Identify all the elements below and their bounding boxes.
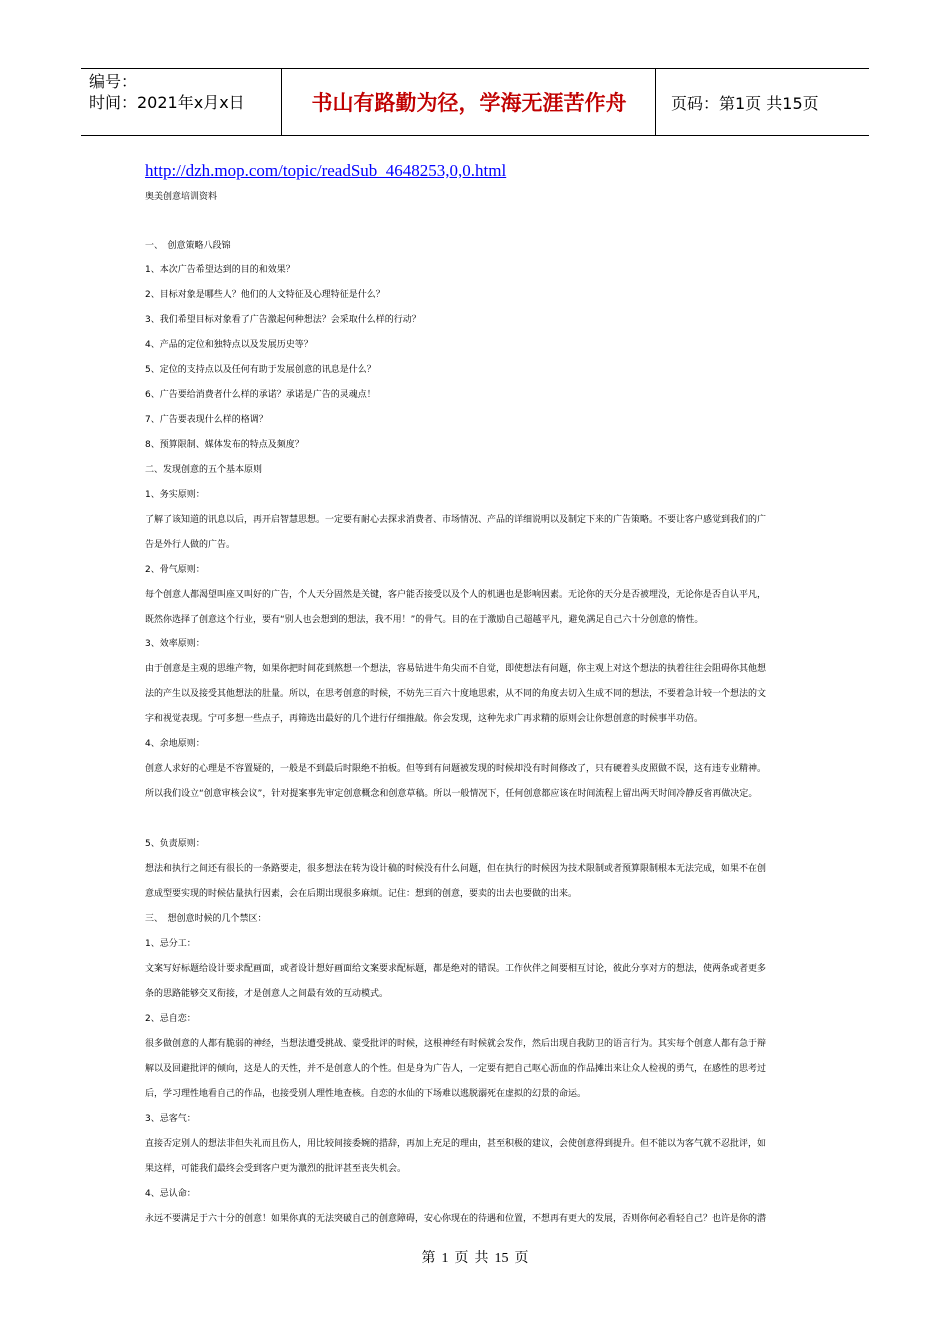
- paragraph-line: 由于创意是主观的思维产物，如果你把时间花到熬想一个想法，容易钻进牛角尖而不自觉，即使想法有问题，你主观上对这个想法的执着往往会阻碍你其他想: [145, 664, 767, 674]
- number-label: 编号：: [89, 72, 138, 91]
- footer-di: 第: [421, 1251, 436, 1266]
- paragraph-line: 1、务实原则：: [145, 490, 205, 500]
- document-subtitle: 奥美创意培训资料: [145, 192, 218, 202]
- paragraph-line: 想法和执行之间还有很长的一条路要走，很多想法在转为设计稿的时候没有什么问题，但在执行的时候因为技术限制或者预算限制根本无法完成，如果不在创: [145, 864, 767, 874]
- paragraph-line: 三、 想创意时候的几个禁区：: [145, 914, 267, 924]
- paragraph-line: 5、负责原则：: [145, 839, 205, 849]
- footer-ye: 页: [514, 1251, 529, 1266]
- paragraph-line: 字和视觉表现。宁可多想一些点子，再筛选出最好的几个进行仔细推敲。你会发现，这种先求广再求精的原则会让你想创意的时候事半功倍。: [145, 714, 704, 724]
- paragraph-line: 既然你选择了创意这个行业，要有“别人也会想到的想法，我不用！”的骨气。目的在于激励自己超越平凡，避免满足自己六十分创意的惰性。: [145, 615, 704, 625]
- paragraph-line: 直接否定别人的想法非但失礼而且伤人，用比较间接委婉的措辞，再加上充足的理由，甚至积极的建议，会使创意得到提升。但不能以为客气就不忍批评，如: [145, 1139, 767, 1149]
- paragraph-line: 条的思路能够交叉衔接，才是创意人之间最有效的互动模式。: [145, 989, 389, 999]
- paragraph-line: 很多做创意的人都有脆弱的神经，当想法遭受挑战、蒙受批评的时候，这根神经有时候就会发作，然后出现自我防卫的语言行为。其实每个创意人都有急于辩: [145, 1039, 767, 1049]
- page-code-text: 页码：第1页 共15页: [671, 93, 819, 113]
- header-motto: 书山有路勤为径，学海无涯苦作舟: [311, 91, 627, 115]
- header-divider: [655, 69, 656, 135]
- paragraph-line: 3、效率原则：: [145, 639, 205, 649]
- paragraph-line: 4、忌认命：: [145, 1189, 196, 1199]
- footer-ye: 页: [454, 1251, 469, 1266]
- footer-gong: 共: [474, 1251, 489, 1266]
- paragraph-line: 3、我们希望目标对象看了广告激起何种想法？会采取什么样的行动？: [145, 315, 421, 325]
- paragraph-line: 意成型要实现的时候估量执行因素，会在后期出现很多麻烦。记住：想到的创意，要卖的出去也要做的出来。: [145, 889, 578, 899]
- paragraph-line: 2、忌自恋：: [145, 1014, 196, 1024]
- time-label: 时间：2021年x月x日: [89, 93, 245, 112]
- paragraph-line: 一、 创意策略八段锦: [145, 241, 231, 251]
- document-body: [145, 160, 810, 1224]
- paragraph-line: 文案写好标题给设计要求配画面，或者设计想好画面给文案要求配标题，都是绝对的错误。工作伙伴之间要相互讨论，彼此分享对方的想法，使两条或者更多: [145, 964, 767, 974]
- paragraph-line: 4、余地原则：: [145, 739, 205, 749]
- paragraph-line: 永远不要满足于六十分的创意！如果你真的无法突破自己的创意障碍，安心你现在的待遇和位置，不想再有更大的发展，否则你何必看轻自己？也许是你的潜: [145, 1214, 767, 1224]
- paragraph-line: 4、产品的定位和独特点以及发展历史等？: [145, 340, 313, 350]
- page-footer: [0, 1247, 950, 1267]
- footer-page-number: 1: [441, 1251, 449, 1266]
- paragraph-line: 7、广告要表现什么样的格调？: [145, 415, 268, 425]
- paragraph-line: 6、广告要给消费者什么样的承诺？承诺是广告的灵魂点！: [145, 390, 376, 400]
- header-page-code: [665, 69, 869, 135]
- header-left-cell: [89, 71, 279, 113]
- paragraph-line: 告是外行人做的广告。: [145, 540, 236, 550]
- paragraph-line: 8、预算限制、媒体发布的特点及频度？: [145, 440, 304, 450]
- source-link[interactable]: http://dzh.mop.com/topic/readSub_4648253,0,0.html: [145, 161, 507, 180]
- paragraph-line: 1、本次广告希望达到的目的和效果？: [145, 265, 295, 275]
- paragraph-line: 二、发现创意的五个基本原则: [145, 465, 263, 475]
- paragraph-line: 5、定位的支持点以及任何有助于发展创意的讯息是什么？: [145, 365, 376, 375]
- paragraph-line: 法的产生以及接受其他想法的肚量。所以，在思考创意的时候，不妨先三百六十度地思索，从不同的角度去切入生成不同的想法，不要着急计较一个想法的文: [145, 689, 767, 699]
- paragraph-line: 果这样，可能我们最终会受到客户更为激烈的批评甚至丧失机会。: [145, 1164, 407, 1174]
- paragraph-line: 2、目标对象是哪些人？他们的人文特征及心理特征是什么？: [145, 290, 385, 300]
- paragraph-line: 每个创意人都渴望叫座又叫好的广告，个人天分固然是关键，客户能否接受以及个人的机遇也是影响因素。无论你的天分是否被埋没，无论你是否自认平凡，: [145, 590, 767, 600]
- paragraph-line: 创意人求好的心理是不容置疑的，一般是不到最后时限绝不拍板。但等到有问题被发现的时候却没有时间修改了，只有硬着头皮照做不误，这有违专业精神。: [145, 764, 767, 774]
- paragraph-line: 3、忌客气：: [145, 1114, 196, 1124]
- footer-total-pages: 15: [494, 1251, 509, 1266]
- paragraph-line: 了解了该知道的讯息以后，再开启智慧思想。一定要有耐心去探求消费者、市场情况、产品的详细说明以及制定下来的广告策略。不要让客户感觉到我们的广: [145, 515, 767, 525]
- paragraph-line: 后，学习理性地看自己的作品，也接受别人理性地查核。自恋的水仙的下场难以逃脱溺死在虚拟的幻景的命运。: [145, 1089, 587, 1099]
- paragraph-line: 解以及回避批评的倾向，这是人的天性，并不是创意人的个性。但是身为广告人，一定要有把自己呕心沥血的作品摊出来让众人检视的勇气，在感性的思考过: [145, 1064, 767, 1074]
- header-divider: [281, 69, 282, 135]
- paragraph-line: 1、忌分工：: [145, 939, 196, 949]
- paragraph-line: 2、骨气原则：: [145, 565, 205, 575]
- header-table: [81, 68, 869, 136]
- paragraph-line: 所以我们设立“创意审核会议”，针对提案事先审定创意概念和创意草稿。所以一般情况下，任何创意都应该在时间流程上留出两天时间冷静反省再做决定。: [145, 789, 758, 799]
